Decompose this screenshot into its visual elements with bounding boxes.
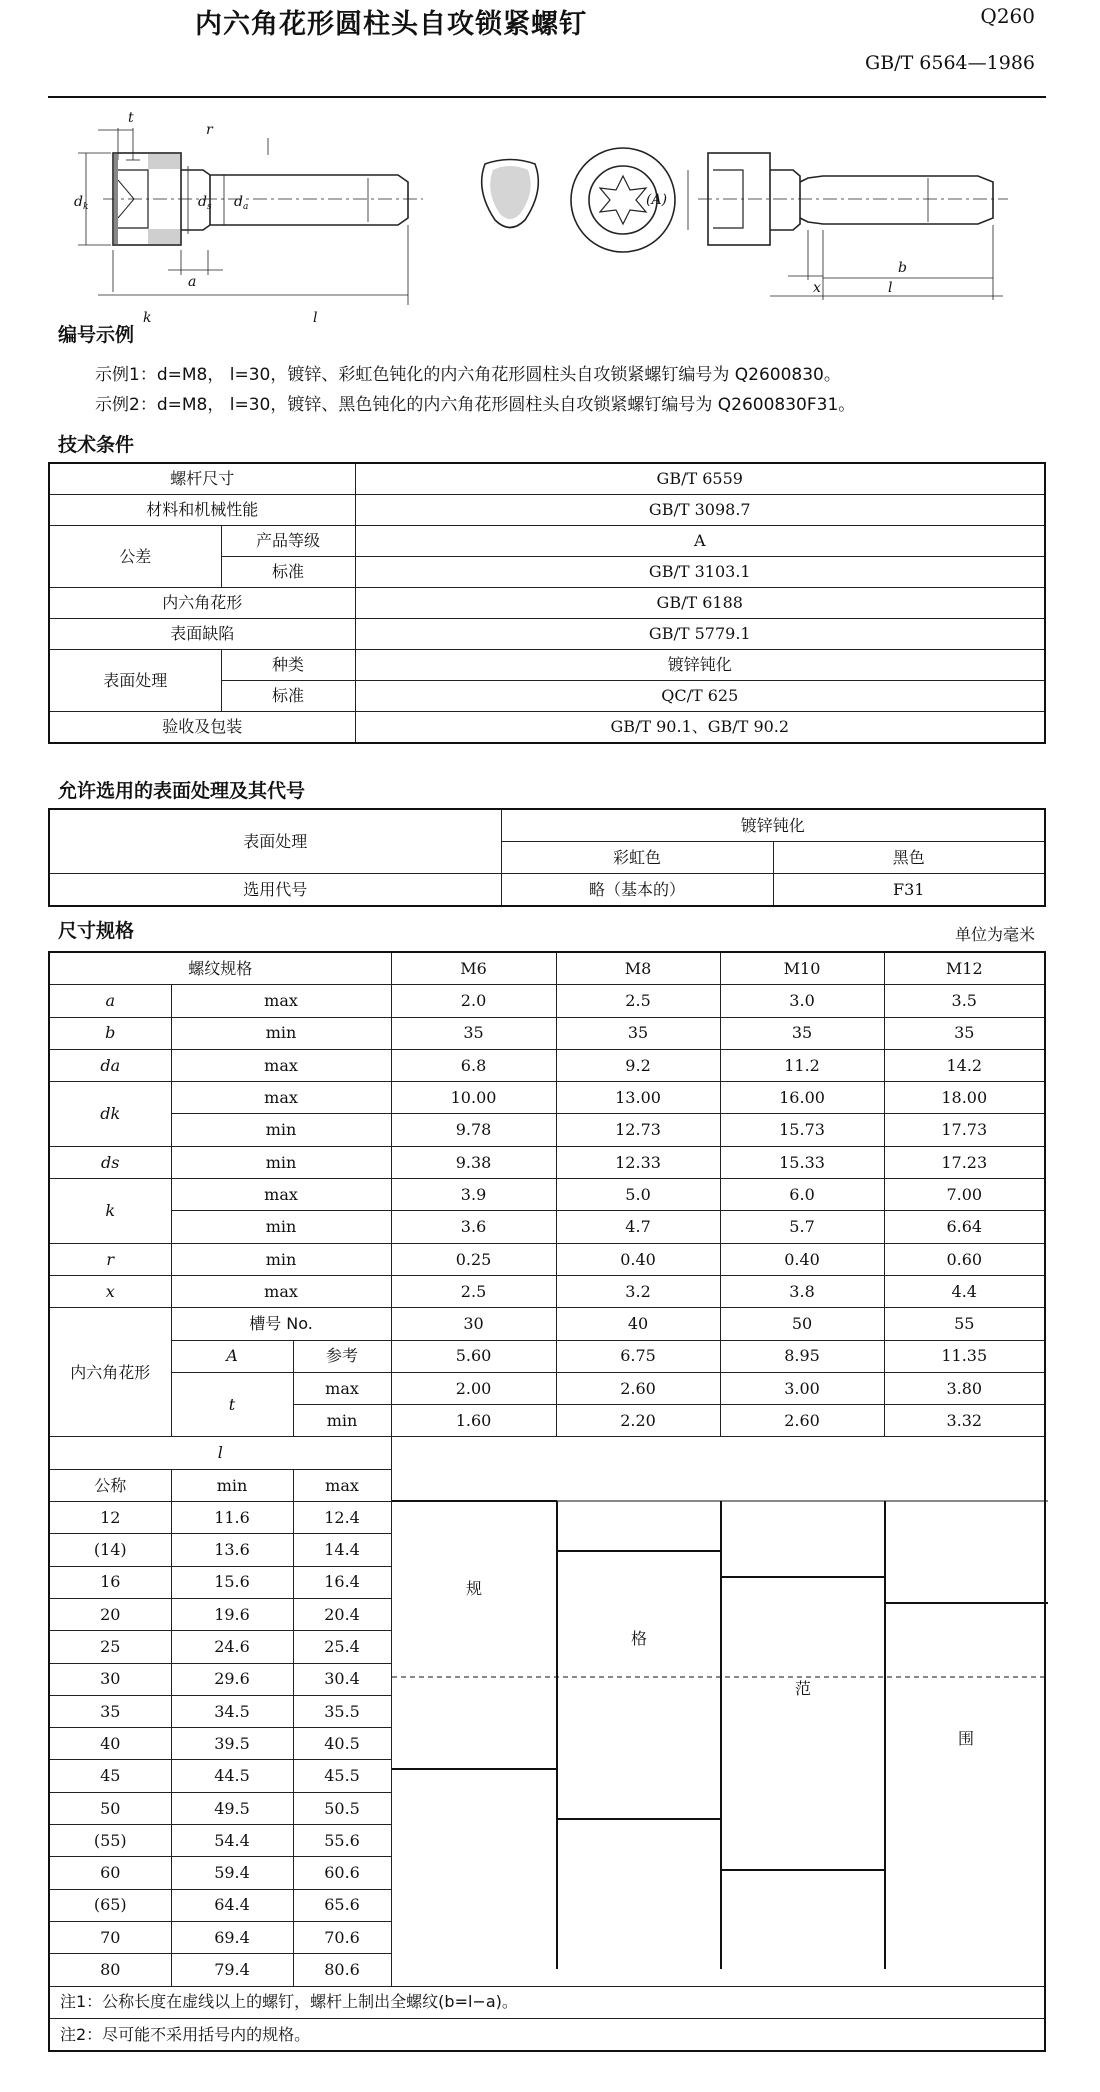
table-cell: 9.38 (391, 1146, 556, 1178)
table-cell: 镀锌钝化 (355, 650, 1045, 681)
table-cell: 55 (884, 1308, 1045, 1340)
table-cell: 17.73 (884, 1114, 1045, 1146)
svg-text:dk: $d_k$ (74, 194, 89, 212)
table-cell: M10 (720, 952, 884, 985)
table-cell: max (171, 1049, 391, 1081)
table-cell: 39.5 (171, 1728, 293, 1760)
table-row (49, 809, 1045, 842)
table-cell: min (171, 1211, 391, 1243)
table-cell: 3.2 (556, 1275, 720, 1307)
table-cell: 4.7 (556, 1211, 720, 1243)
table-cell: 60 (49, 1857, 171, 1889)
table-cell: GB/T 3103.1 (355, 557, 1045, 588)
table-row (49, 1017, 1045, 1049)
table-cell: 5.60 (391, 1340, 556, 1372)
tech-heading: 技术条件 (58, 434, 135, 456)
svg-text:r: r (206, 122, 213, 138)
table-cell: 65.6 (293, 1889, 391, 1921)
table-cell: 55.6 (293, 1825, 391, 1857)
table-row (49, 1340, 1045, 1372)
table-cell: 9.78 (391, 1114, 556, 1146)
table-cell: 3.32 (884, 1405, 1045, 1437)
table-row (49, 1243, 1045, 1275)
table-cell: 槽号 No. (171, 1308, 391, 1340)
table-cell: 13.6 (171, 1534, 293, 1566)
table-cell: 种类 (221, 650, 355, 681)
table-cell: 35 (49, 1695, 171, 1727)
table-cell: 内六角花形 (49, 1308, 171, 1437)
table-cell: 2.20 (556, 1405, 720, 1437)
table-cell: 11.35 (884, 1340, 1045, 1372)
table-cell: 黑色 (773, 842, 1045, 874)
table-cell: 35 (720, 1017, 884, 1049)
table-cell: b (49, 1017, 171, 1049)
table-cell: 11.2 (720, 1049, 884, 1081)
table-cell: 40 (556, 1308, 720, 1340)
table-cell: 18.00 (884, 1082, 1045, 1114)
range-diagram (392, 1437, 1048, 1969)
range-char: 规 (465, 1579, 482, 1599)
table-cell: 螺杆尺寸 (49, 463, 355, 495)
note-1: 注1：公称长度在虚线以上的螺钉，螺杆上制出全螺纹(b=l−a)。 (49, 1986, 1045, 2018)
table-cell: 公差 (49, 526, 221, 588)
surface-heading: 允许选用的表面处理及其代号 (58, 780, 306, 802)
table-cell: 8.95 (720, 1340, 884, 1372)
table-cell: 30.4 (293, 1663, 391, 1695)
example-1 (95, 360, 841, 385)
table-cell: 50 (720, 1308, 884, 1340)
table-cell: GB/T 3098.7 (355, 495, 1045, 526)
table-cell: 选用代号 (49, 874, 501, 907)
table-cell: 70.6 (293, 1921, 391, 1953)
table-cell: 35 (884, 1017, 1045, 1049)
page-title: 内六角花形圆柱头自攻锁紧螺钉 (195, 9, 587, 40)
svg-text:da: $d_a$ (234, 194, 249, 212)
table-cell: 略（基本的） (501, 874, 773, 907)
table-cell: 79.4 (171, 1954, 293, 1986)
table-cell: 34.5 (171, 1695, 293, 1727)
table-cell: 6.8 (391, 1049, 556, 1081)
table-cell: 60.6 (293, 1857, 391, 1889)
table-cell: k (49, 1179, 171, 1244)
table-row (49, 874, 1045, 907)
table-cell: 验收及包装 (49, 712, 355, 744)
svg-text:(A): (A) (646, 192, 668, 208)
table-cell: GB/T 6188 (355, 588, 1045, 619)
table-cell: 表面处理 (49, 809, 501, 874)
range-char: 范 (794, 1679, 811, 1699)
svg-text:t: t (128, 110, 134, 126)
table-row (49, 526, 1045, 557)
table-cell: M6 (391, 952, 556, 985)
table-cell: 0.60 (884, 1243, 1045, 1275)
table-cell: 材料和机械性能 (49, 495, 355, 526)
table-cell: 14.2 (884, 1049, 1045, 1081)
table-cell: 40 (49, 1728, 171, 1760)
table-cell: 4.4 (884, 1275, 1045, 1307)
table-cell: max (171, 1082, 391, 1114)
table-cell: 54.4 (171, 1825, 293, 1857)
table-cell: 0.25 (391, 1243, 556, 1275)
screw-drawing (48, 100, 1048, 326)
table-cell: 2.5 (391, 1275, 556, 1307)
text-label: 示例2： (95, 395, 157, 415)
table-cell: 35 (391, 1017, 556, 1049)
part-code: Q260 (980, 4, 1035, 28)
table-cell: 0.40 (720, 1243, 884, 1275)
table-cell: 标准 (221, 681, 355, 712)
table-cell: 螺纹规格 (49, 952, 391, 985)
svg-text:a: a (188, 274, 197, 290)
table-row (49, 1114, 1045, 1146)
svg-text:k: k (143, 310, 152, 326)
table-cell: r (49, 1243, 171, 1275)
table-cell: (55) (49, 1825, 171, 1857)
table-row (49, 1308, 1045, 1340)
table-cell: 70 (49, 1921, 171, 1953)
table-cell: 3.80 (884, 1372, 1045, 1404)
table-row (49, 985, 1045, 1017)
svg-text:l: l (888, 280, 893, 296)
table-cell: 6.75 (556, 1340, 720, 1372)
table-cell: 2.60 (556, 1372, 720, 1404)
table-cell: GB/T 5779.1 (355, 619, 1045, 650)
table-cell: M12 (884, 952, 1045, 985)
table-cell: 20.4 (293, 1598, 391, 1630)
table-cell: 49.5 (171, 1792, 293, 1824)
table-cell: 80.6 (293, 1954, 391, 1986)
table-cell: 44.5 (171, 1760, 293, 1792)
table-cell: max (171, 1179, 391, 1211)
table-cell: 6.0 (720, 1179, 884, 1211)
table-cell: max (171, 1275, 391, 1307)
table-row (49, 1146, 1045, 1178)
table-cell: M8 (556, 952, 720, 985)
table-row (49, 1372, 1045, 1404)
table-cell: 1.60 (391, 1405, 556, 1437)
table-cell: ds (49, 1146, 171, 1178)
table-cell: l (49, 1437, 391, 1469)
text-label: d=M8， l=30，镀锌、黑色钝化的内六角花形圆柱头自攻锁紧螺钉编号为 Q2600830F31。 (156, 395, 856, 415)
unit-label: 单位为毫米 (954, 925, 1035, 944)
table-cell: min (171, 1243, 391, 1275)
table-cell: 彩虹色 (501, 842, 773, 874)
table-cell: 10.00 (391, 1082, 556, 1114)
table-cell: 45 (49, 1760, 171, 1792)
table-cell: min (171, 1017, 391, 1049)
table-cell: 29.6 (171, 1663, 293, 1695)
svg-text:l: l (313, 310, 318, 326)
dims-heading: 尺寸规格 (58, 920, 135, 942)
table-cell: 表面处理 (49, 650, 221, 712)
table-cell: 7.00 (884, 1179, 1045, 1211)
svg-text:ds: $d_s$ (198, 194, 212, 212)
table-cell: 12.73 (556, 1114, 720, 1146)
table-cell: 15.6 (171, 1566, 293, 1598)
table-cell: 公称 (49, 1469, 171, 1501)
table-cell: 0.40 (556, 1243, 720, 1275)
table-cell: F31 (773, 874, 1045, 907)
example-2 (95, 390, 855, 415)
table-cell: 参考 (293, 1340, 391, 1372)
svg-text:x: x (813, 280, 821, 296)
table-cell: 12.4 (293, 1502, 391, 1534)
table-cell: 64.4 (171, 1889, 293, 1921)
table-row (49, 588, 1045, 619)
table-cell: t (171, 1372, 293, 1437)
table-cell: 45.5 (293, 1760, 391, 1792)
table-row (49, 495, 1045, 526)
range-char: 格 (630, 1629, 647, 1649)
table-cell: (14) (49, 1534, 171, 1566)
table-cell: 内六角花形 (49, 588, 355, 619)
table-cell: 2.5 (556, 985, 720, 1017)
table-cell: 3.00 (720, 1372, 884, 1404)
table-row (49, 2018, 1045, 2051)
table-row (49, 712, 1045, 744)
table-cell: max (293, 1372, 391, 1404)
table-cell: GB/T 90.1、GB/T 90.2 (355, 712, 1045, 744)
examples-heading: 编号示例 (58, 324, 135, 346)
table-cell: 17.23 (884, 1146, 1045, 1178)
table-cell: 3.6 (391, 1211, 556, 1243)
table-cell: da (49, 1049, 171, 1081)
length-range-chart (391, 1437, 1045, 1986)
table-cell: max (293, 1469, 391, 1501)
table-cell: GB/T 6559 (355, 463, 1045, 495)
standard-number: GB/T 6564—1986 (865, 52, 1035, 74)
table-row (49, 1049, 1045, 1081)
dims-table (48, 951, 1046, 2052)
table-cell: 25 (49, 1631, 171, 1663)
table-cell: 16.00 (720, 1082, 884, 1114)
text-label: 示例1： (95, 365, 157, 385)
table-cell: 30 (391, 1308, 556, 1340)
table-cell: QC/T 625 (355, 681, 1045, 712)
table-row (49, 1179, 1045, 1211)
text-label: d=M8， l=30，镀锌、彩虹色钝化的内六角花形圆柱头自攻锁紧螺钉编号为 Q2600830。 (156, 365, 841, 385)
table-row (49, 1986, 1045, 2018)
table-cell: 3.5 (884, 985, 1045, 1017)
table-cell: 24.6 (171, 1631, 293, 1663)
table-cell: 9.2 (556, 1049, 720, 1081)
table-cell: dk (49, 1082, 171, 1147)
table-cell: min (171, 1114, 391, 1146)
table-cell: max (171, 985, 391, 1017)
table-cell: 2.00 (391, 1372, 556, 1404)
table-cell: 15.73 (720, 1114, 884, 1146)
table-cell: 3.9 (391, 1179, 556, 1211)
table-cell: 50 (49, 1792, 171, 1824)
table-cell: 5.7 (720, 1211, 884, 1243)
table-row (49, 1275, 1045, 1307)
table-row (49, 619, 1045, 650)
table-row (49, 463, 1045, 495)
table-cell: 59.4 (171, 1857, 293, 1889)
table-cell: 35.5 (293, 1695, 391, 1727)
table-cell: 20 (49, 1598, 171, 1630)
table-cell: 3.8 (720, 1275, 884, 1307)
surface-table (48, 808, 1046, 907)
table-cell: 80 (49, 1954, 171, 1986)
header-rule (48, 96, 1046, 98)
table-cell: 14.4 (293, 1534, 391, 1566)
table-cell: A (355, 526, 1045, 557)
table-row (49, 1211, 1045, 1243)
table-cell: 69.4 (171, 1921, 293, 1953)
table-cell: 3.0 (720, 985, 884, 1017)
table-cell: 35 (556, 1017, 720, 1049)
table-cell: 标准 (221, 557, 355, 588)
table-cell: 11.6 (171, 1502, 293, 1534)
note-2: 注2：尽可能不采用括号内的规格。 (49, 2018, 1045, 2051)
table-cell: 15.33 (720, 1146, 884, 1178)
table-row (49, 1082, 1045, 1114)
range-char: 围 (957, 1729, 974, 1749)
table-cell: x (49, 1275, 171, 1307)
table-cell: 2.60 (720, 1405, 884, 1437)
table-cell: 12.33 (556, 1146, 720, 1178)
table-cell: 镀锌钝化 (501, 809, 1045, 842)
table-row (49, 650, 1045, 681)
table-cell: 6.64 (884, 1211, 1045, 1243)
table-row (49, 1437, 1045, 1469)
table-cell: min (293, 1405, 391, 1437)
table-cell: 19.6 (171, 1598, 293, 1630)
table-cell: 16.4 (293, 1566, 391, 1598)
table-cell: 13.00 (556, 1082, 720, 1114)
svg-text:b: b (898, 260, 907, 276)
table-cell: A (171, 1340, 293, 1372)
table-cell: 5.0 (556, 1179, 720, 1211)
table-cell: 产品等级 (221, 526, 355, 557)
table-cell: min (171, 1469, 293, 1501)
table-cell: 25.4 (293, 1631, 391, 1663)
table-cell: 表面缺陷 (49, 619, 355, 650)
table-row (49, 952, 1045, 985)
table-cell: 16 (49, 1566, 171, 1598)
table-cell: (65) (49, 1889, 171, 1921)
table-cell: min (171, 1146, 391, 1178)
table-cell: 12 (49, 1502, 171, 1534)
table-cell: 50.5 (293, 1792, 391, 1824)
table-cell: 30 (49, 1663, 171, 1695)
tech-table (48, 462, 1046, 744)
table-cell: 2.0 (391, 985, 556, 1017)
table-cell: a (49, 985, 171, 1017)
table-cell: 40.5 (293, 1728, 391, 1760)
